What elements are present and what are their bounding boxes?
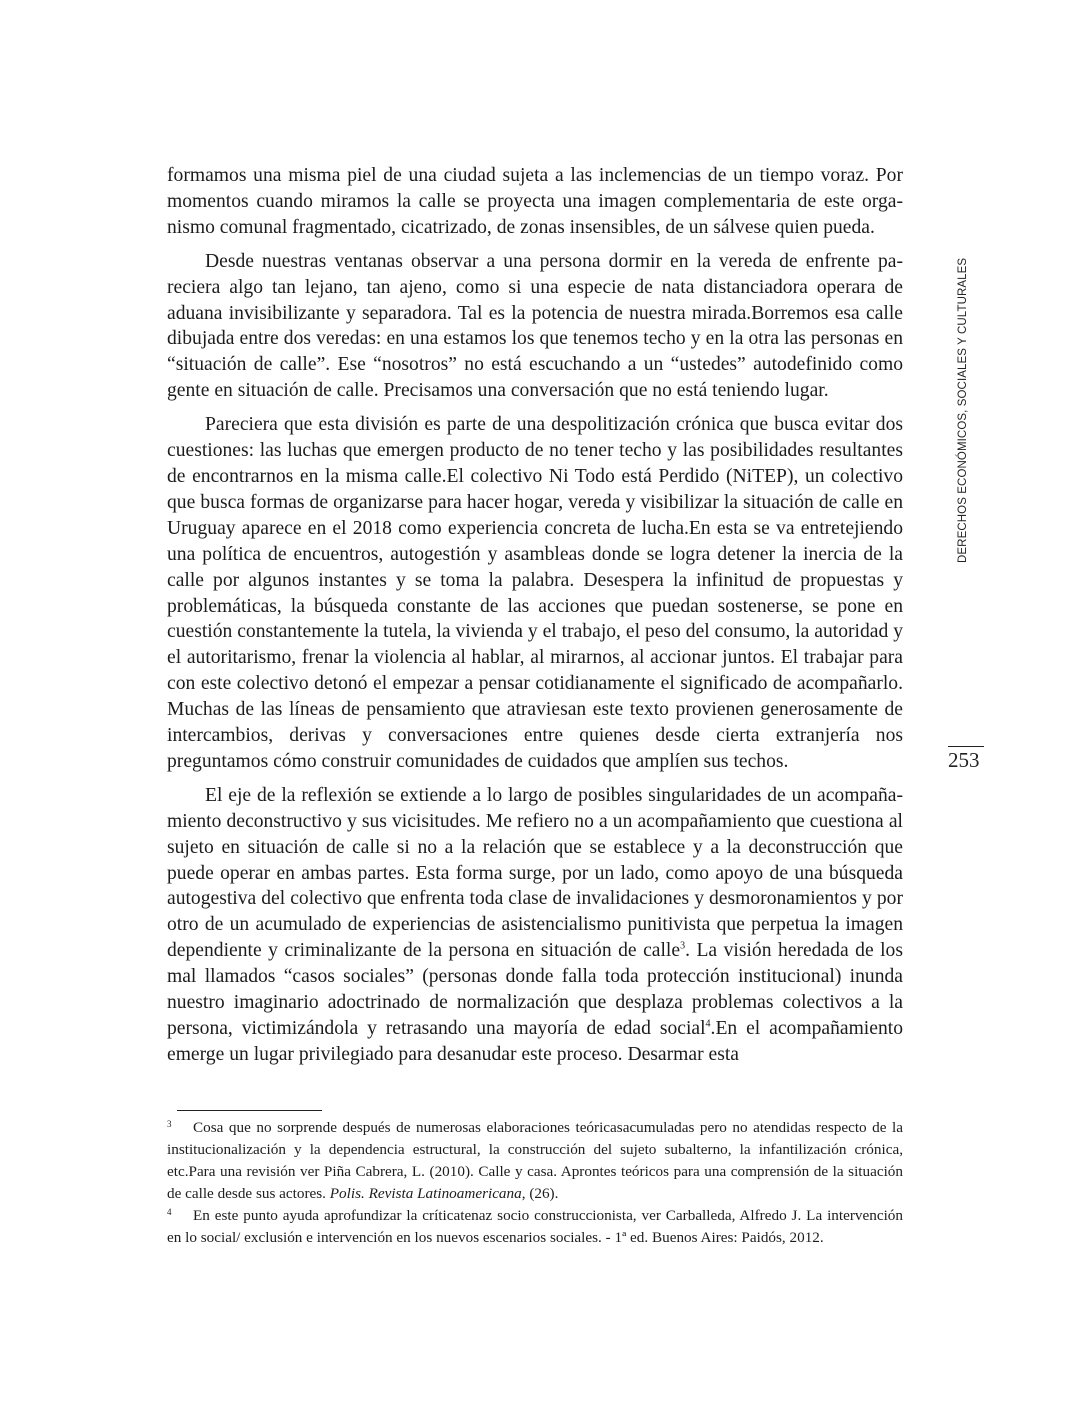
main-text [167, 163, 903, 1076]
paragraph-4 [167, 783, 903, 1068]
paragraph-3: Pareciera que esta división es parte de una despolitización crónica que busca evitar dos cuestiones: las luchas que emergen producto de no tener techo y las posibilidades resultantes de encontrarnos en la misma calle.El colectivo Ni Todo está Perdido (NiTEP), un colectivo que busca formas de organizarse para hacer hogar, vereda y visibilizar la situación de calle en Uruguay aparece en el 2018 como experiencia concreta de lucha.En esta se va entretejiendo una política de encuentros, autogestión y asambleas donde se logra detener la inercia de la calle por algunos instantes y se toma la palabra. Desespera la infinitud de propuestas y problemáticas, la búsqueda constante de las acciones que puedan sostenerse, se pone en cuestión constantemente la tutela, la vivienda y el trabajo, el peso del consumo, la autoridad y el autoritarismo, frenar la violencia al hablar, al mirarnos, al accionar juntos. El trabajar para con este colectivo detonó el empezar a pensar cotidianamente el significado de acompañarlo. Muchas de las líneas de pensamiento que atraviesan este texto provienen generosamente de intercambios, derivas y conversaciones entre quienes desde cierta extranjería nos preguntamos cómo construir comunidades de cuidados que amplíen sus techos. [167, 414, 903, 772]
running-header: DERECHOS ECONÓMICOS, SOCIALES Y CULTURALES [957, 257, 969, 563]
footnote-separator [177, 1110, 322, 1111]
footnote-ref-3[interactable]: 3 [680, 940, 686, 952]
footnote-mark-3: 3 [167, 1119, 172, 1129]
page-number-rule [948, 746, 984, 747]
paragraph-4-part-3: .En el acompañamiento emerge un lugar privilegiado para desanudar este proceso. Desarmar esta [167, 1018, 903, 1065]
footnote-3-tail: , (26). [521, 1185, 559, 1202]
footnote-mark-4: 4 [167, 1207, 172, 1217]
footnote-3 [167, 1117, 903, 1205]
footnote-ref-4[interactable]: 4 [705, 1018, 711, 1030]
paragraph-2: Desde nuestras ventanas observar a una persona dormir en la vereda de enfrente pareciera algo tan lejano, tan ajeno, como si una especie de nata distanciadora operara de aduana invisibilizante y separadora. Tal es la potencia de nuestra mirada.Borremos esa calle dibujada entre dos veredas: en una estamos los que tenemos techo y en la otra las personas en “situación de calle”. Ese “nosotros” no está escuchando a un “ustedes” autodefinido como gente en situación de calle. Precisamos una conversación que no está teniendo lugar. [167, 250, 903, 402]
paragraph-4-part-1: El eje de la reflexión se extiende a lo largo de posibles singularidades de un acompañamiento deconstructivo y sus vicisitudes. Me refiero no a un acompañamiento que cuestiona al sujeto en situación de calle si no a la relación que se establece y a la deconstrucción que puede operar en ambas partes. Esta forma surge, por un lado, como apoyo de una búsqueda autogestiva del colectivo que enfrenta toda clase de invalidaciones y desmoronamientos y por otro de un acumulado de experiencias de asistencialismo punitivista que perpetua la imagen dependiente y criminalizante de la persona en situación de calle [167, 784, 903, 962]
page-number: 253 [948, 748, 980, 772]
footnote-3-journal: Polis. Revista Latinoamericana [329, 1185, 522, 1202]
footnote-4 [167, 1205, 903, 1249]
footnote-3-text: Cosa que no sorprende después de numerosas elaboraciones teóricasacumuladas pero no atendidas respecto de la institucionalización y la dependencia estructural, la construcción del sujeto subalterno, la infantilización crónica, etc.Para una revisión ver Piña Cabrera, L. (2010). Calle y casa. Aprontes teóricos para una comprensión de la situación de calle desde sus actores. [167, 1119, 903, 1202]
footnote-4-text: En este punto ayuda aprofundizar la críticatenaz socio construccionista, ver Carballeda, Alfredo J. La intervención en lo social/ exclusión e intervención en los nuevos escenarios sociales. - 1ª ed. Buenos Aires: Paidós, 2012. [167, 1207, 903, 1246]
paragraph-1: formamos una misma piel de una ciudad sujeta a las inclemencias de un tiempo voraz. Por momentos cuando miramos la calle se proyecta una imagen complementaria de este organismo comunal fragmentado, cicatrizado, de zonas insensibles, de un sálvese quien pueda. [167, 165, 903, 238]
footnotes [167, 1117, 903, 1249]
paragraph-4-part-2: . La visión heredada de los mal llamados “casos sociales” (personas donde falla toda protección institucional) inunda nuestro imaginario adoctrinado de normalización que desplaza problemas colectivos a la persona, victimizándola y retrasando una mayoría de edad social [167, 940, 903, 1039]
